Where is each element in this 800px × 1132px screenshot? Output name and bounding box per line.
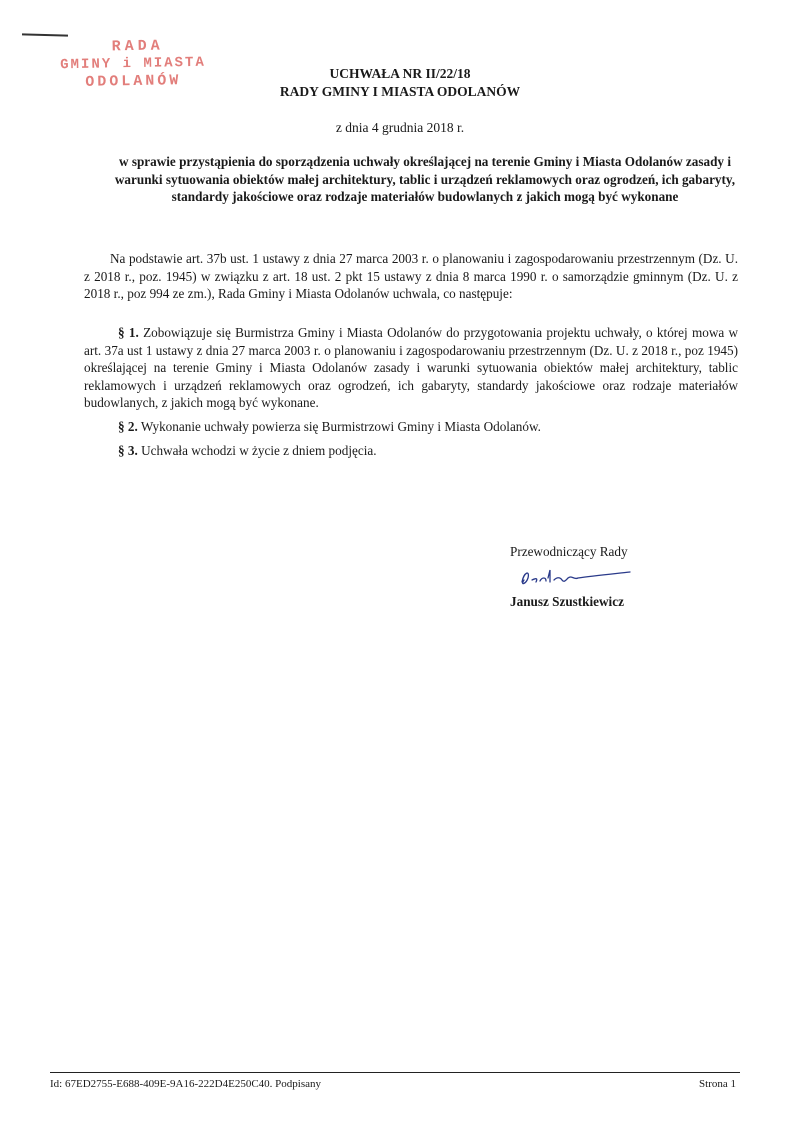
document-id: Id: 67ED2755-E688-409E-9A16-222D4E250C40. Podpisany — [50, 1078, 322, 1090]
signatory-name: Janusz Szustkiewicz — [510, 594, 624, 609]
section-1-paragraph — [84, 324, 738, 412]
stamp-line-3: ODOLANÓW — [85, 72, 182, 91]
section-2-text: Wykonanie uchwały powierza się Burmistrzowi Gminy i Miasta Odolanów. — [140, 419, 541, 434]
resolution-subject: w sprawie przystąpienia do sporządzenia uchwały określającej na terenie Gminy i Miasta Odolanów zasady i warunki sytuowania obiektów małej architektury, tablic i urządzeń reklamowych oraz ogrodzeń, ich gabaryty, standardy jakościowe oraz rodzaje materiałów budowlanych z jakich mogą być wykonane — [114, 154, 736, 204]
section-1-text: Zobowiązuje się Burmistrza Gminy i Miasta Odolanów do przygotowania projektu uchwały, o której mowa w art. 37a ust 1 ustawy z dnia 27 marca 2003 r. o planowaniu i zagospodarowaniu przestrzennym (Dz. U. z 2018 r., poz 1945) określającej na terenie Gminy i Miasta Odolanów zasady i warunki sytuowania obiektów małej architektury, tablic reklamowych i urządzeń reklamowych oraz ogrodzeń, ich gabaryty, standardy jakościowe oraz rodzaje materiałów budowlanych, z jakich mogą być wykonane. — [84, 325, 739, 410]
section-2-label: § 2. — [118, 419, 138, 434]
section-3-paragraph — [84, 442, 738, 460]
legal-basis-paragraph: Na podstawie art. 37b ust. 1 ustawy z dnia 27 marca 2003 r. o planowaniu i zagospodarowaniu przestrzennym (Dz. U. z 2018 r., poz. 1945) w związku z art. 18 ust. 2 pkt 15 ustawy z dnia 8 marca 1990 r. o samorządzie gminnym (Dz. U. z 2018 r., poz 994 ze zm.), Rada Gminy i Miasta Odolanów uchwala, co następuje: — [84, 251, 738, 301]
signatory-role: Przewodniczący Rady — [510, 544, 628, 559]
corner-pen-mark — [22, 33, 68, 36]
footer-divider — [50, 1072, 740, 1073]
signature-block — [510, 544, 710, 610]
section-3-text: Uchwała wchodzi w życie z dniem podjęcia. — [141, 443, 377, 458]
page-number: Strona 1 — [699, 1078, 736, 1090]
stamp-line-1: RADA — [111, 37, 164, 56]
council-name: RADY GMINY I MIASTA ODOLANÓW — [279, 84, 521, 99]
section-3-label: § 3. — [118, 443, 138, 458]
section-1-label: § 1. — [118, 325, 139, 340]
handwritten-signature — [516, 564, 636, 590]
resolution-number: UCHWAŁA NR II/22/18 — [329, 66, 471, 81]
stamp-line-2: GMINY i MIASTA — [60, 54, 206, 74]
resolution-date: z dnia 4 grudnia 2018 r. — [335, 120, 465, 135]
section-2-paragraph — [84, 418, 738, 436]
